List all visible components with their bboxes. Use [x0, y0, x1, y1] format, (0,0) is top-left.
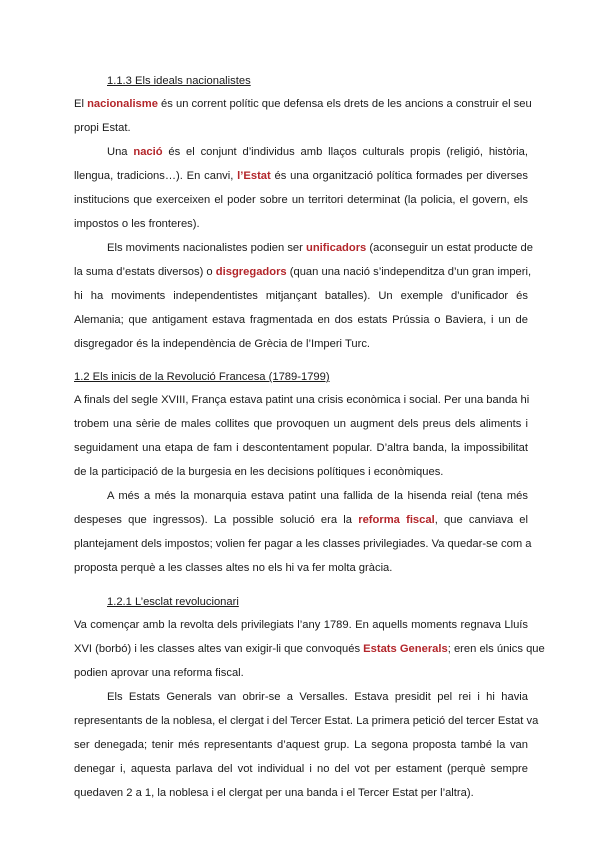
text-line: denegar i, aquesta parlava del vot individual i no del vot per estament (perquè sempre: [74, 763, 528, 775]
text-line: seguidament una etapa de fam i descontentament popular. D’altra banda, la impossibilitat: [74, 442, 528, 454]
text-line: quedaven 2 a 1, la noblesa i el clergat per una banda i el Tercer Estat per l’altra).: [74, 787, 474, 799]
key-term: reforma fiscal: [358, 514, 435, 526]
text-line: ser denegada; tenir més representants d’aquest grup. La segona proposta també la van: [74, 739, 528, 751]
text-line: impostos o les fronteres).: [74, 218, 200, 230]
text-line: de la participació de la burgesia en les decisions polítiques i econòmiques.: [74, 466, 444, 478]
text-line: plantejament dels impostos; volien fer pagar a les classes privilegiades. Va quedar-se com a: [74, 538, 532, 550]
text-line: XVI (borbó) i les classes altes van exigir-li que convoqués Estats Generals; eren els únics que: [74, 643, 545, 655]
key-term: nacionalisme: [87, 98, 158, 110]
text-line: A finals del segle XVIII, França estava patint una crisis econòmica i social. Per una banda hi: [74, 394, 530, 406]
text-line: A més a més la monarquia estava patint una fallida de la hisenda reial (tena més: [107, 490, 528, 502]
text-line: representants de la noblesa, el clergat i del Tercer Estat. La primera petició del tercer Estat va: [74, 715, 539, 727]
text-line: Els moviments nacionalistes podien ser unificadors (aconseguir un estat producte de: [107, 242, 533, 254]
text-line: propi Estat.: [74, 122, 131, 134]
text-line: Alemania; que antigament estava fragmentada en dos estats Prússia o Baviera, i un de: [74, 314, 528, 326]
text-line: podien aprovar una reforma fiscal.: [74, 667, 244, 679]
text-line: institucions que exerceixen el poder sobre un territori determinat (la policia, el govern, els: [74, 194, 528, 206]
text-line: hi ha moviments independentistes mitjançant batalles). Un exemple d’unificador és: [74, 290, 528, 302]
text-line: proposta perquè a les classes altes no els hi va fer molta gràcia.: [74, 562, 393, 574]
key-term: unificadors: [305, 242, 367, 254]
section-heading-1-1-3: 1.1.3 Els ideals nacionalistes: [107, 75, 251, 87]
text-line: llengua, tradicions…). En canvi, l’Estat és una organització política formades per diverses: [74, 170, 528, 182]
text-line: trobem una sèrie de males collites que provoquen un augment dels preus dels aliments i: [74, 418, 528, 430]
text-line: despeses que ingressos). La possible solució era la reforma fiscal, que canviava el: [74, 514, 528, 526]
text-line: El nacionalisme és un corrent polític que defensa els drets de les ancions a construir el seu: [74, 98, 532, 110]
key-term: Estats Generals: [363, 643, 448, 655]
text-line: Va començar amb la revolta dels privilegiats l’any 1789. En aquells moments regnava Lluís: [74, 619, 528, 631]
text-line: Els Estats Generals van obrir-se a Versalles. Estava presidit pel rei i hi havia: [107, 691, 528, 703]
section-heading-1-2: 1.2 Els inicis de la Revolució Francesa (1789-1799): [74, 371, 330, 383]
text-line: Una nació és el conjunt d’individus amb llaços culturals propis (religió, història,: [107, 146, 528, 158]
key-term: nació: [133, 146, 163, 158]
key-term: l’Estat: [237, 170, 271, 182]
section-heading-1-2-1: 1.2.1 L’esclat revolucionari: [107, 596, 239, 608]
text-line: la suma d’estats diversos) o disgregadors (quan una nació s’independitza d’un gran imperi,: [74, 266, 532, 278]
key-term: disgregadors: [215, 266, 287, 278]
text-line: disgregador és la independència de Grècia de l’Imperi Turc.: [74, 338, 371, 350]
